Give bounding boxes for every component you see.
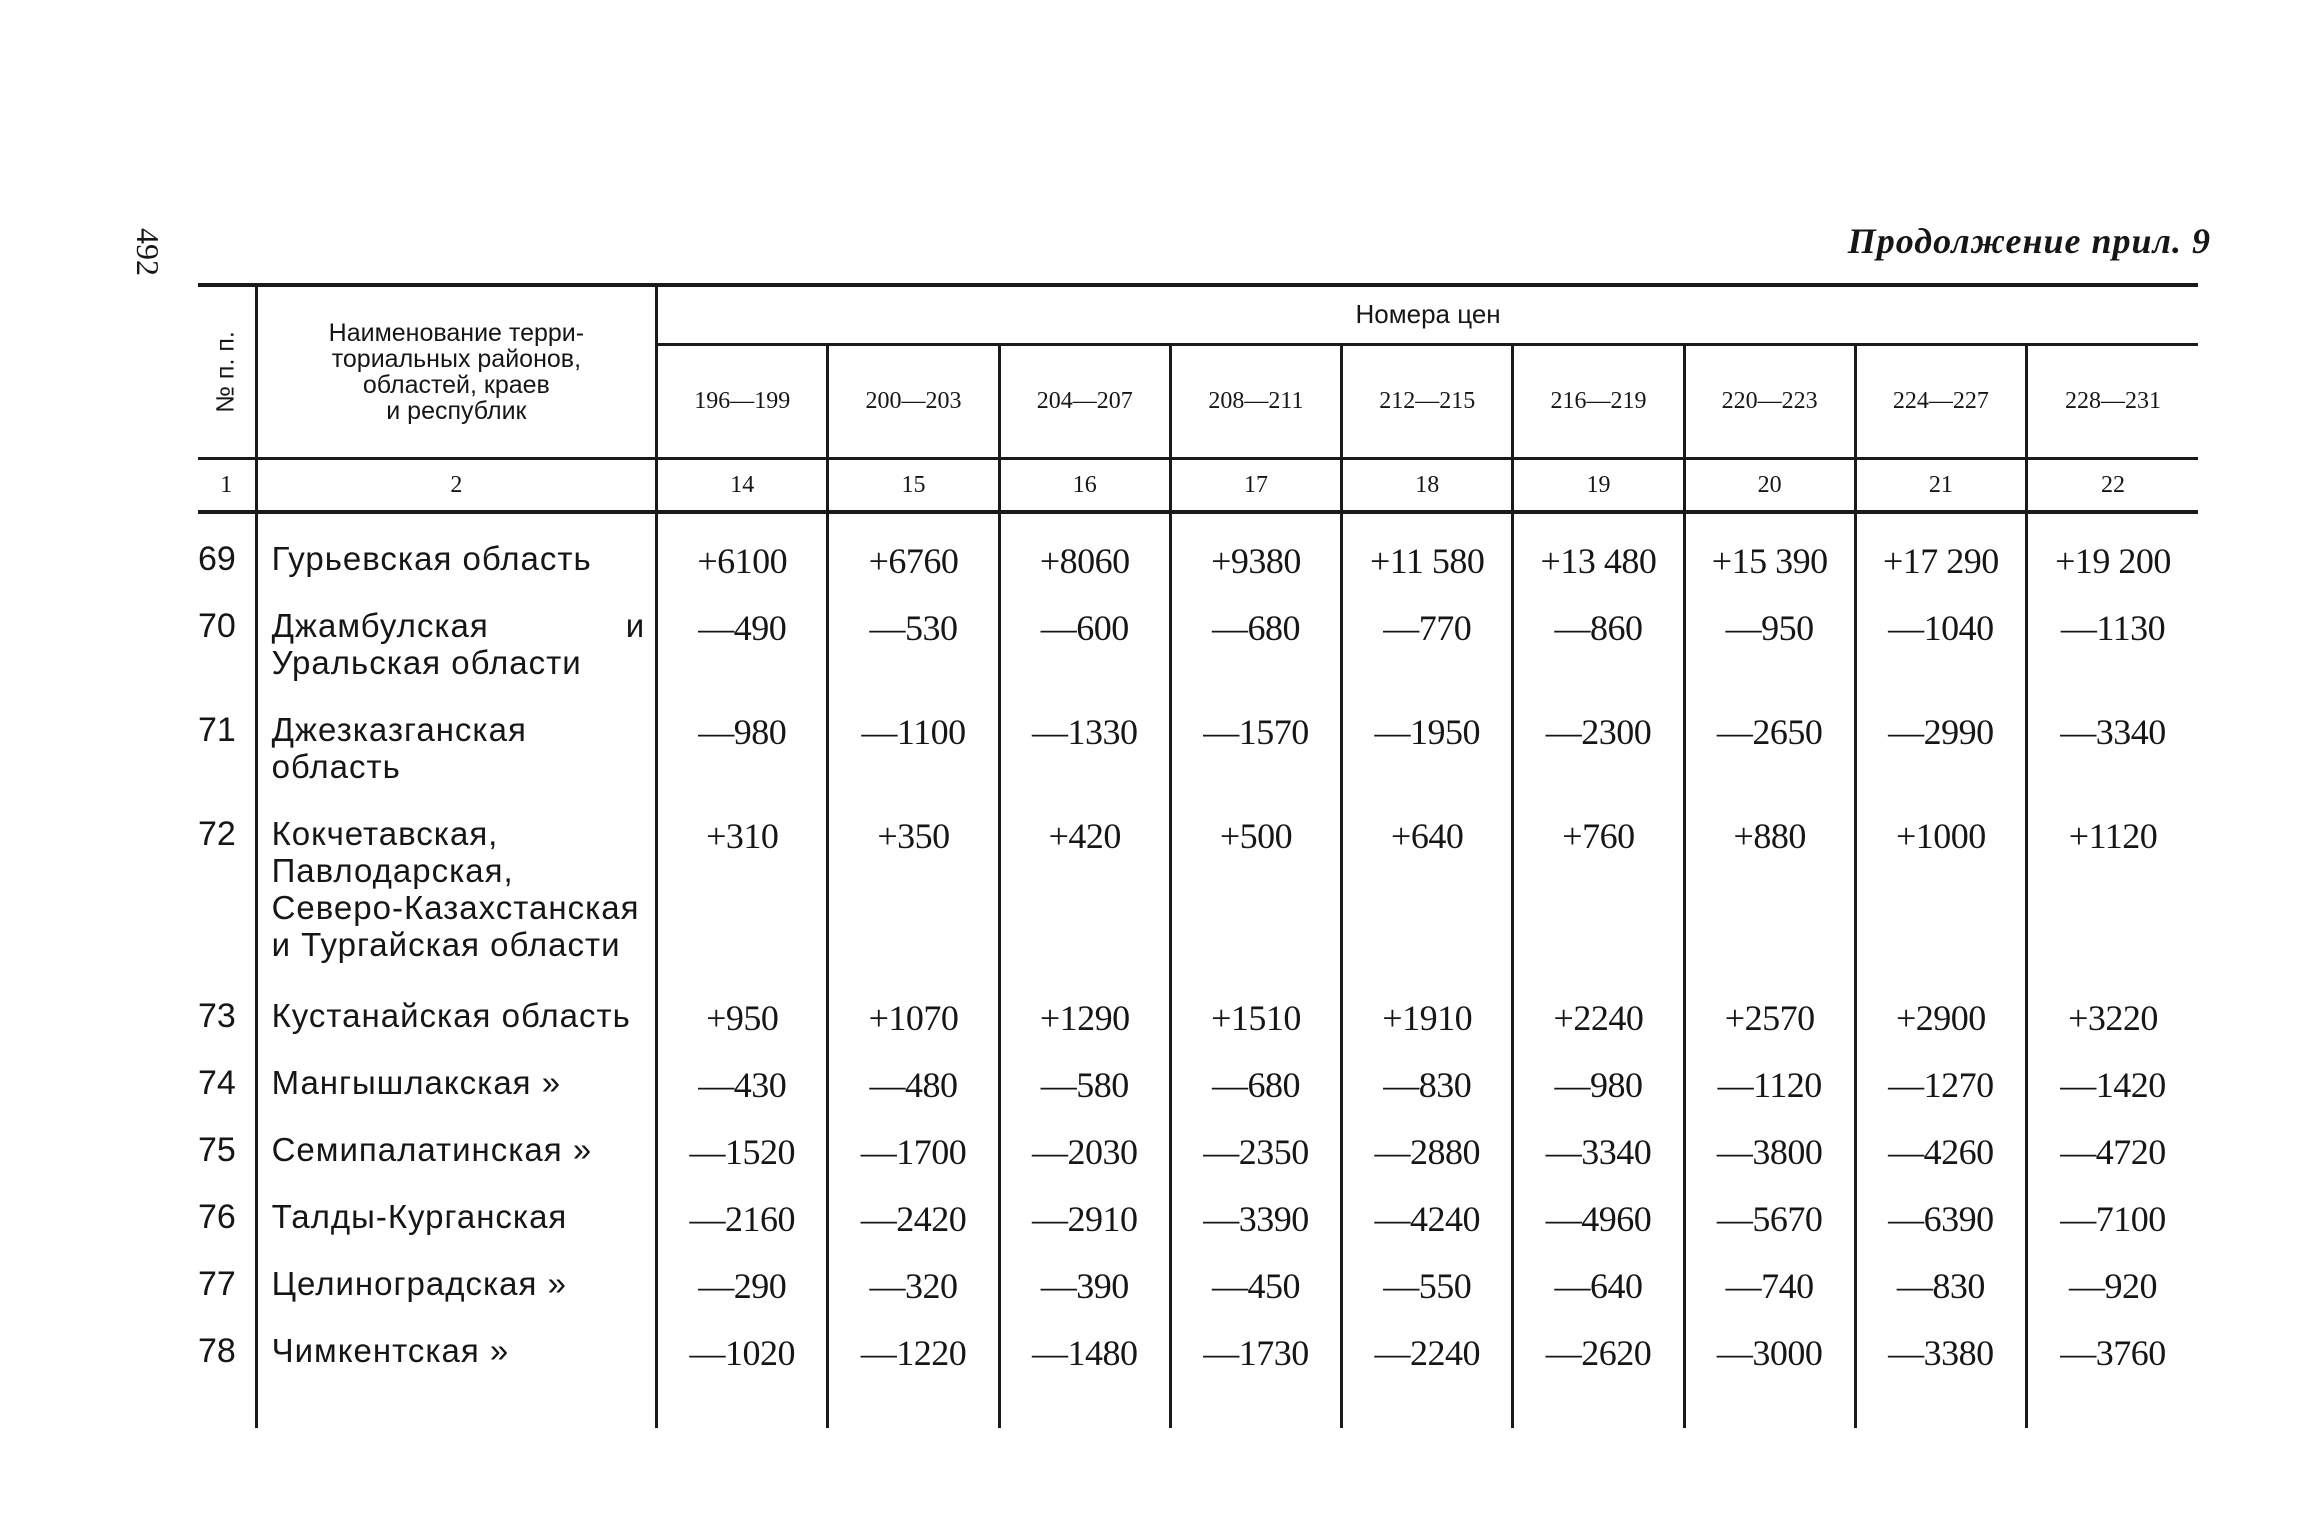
price-value: —290 [657, 1245, 828, 1312]
header-name-line: областей, краев [362, 371, 550, 399]
price-value: —2240 [1342, 1312, 1513, 1428]
price-value: —1420 [2060, 1065, 2166, 1105]
price-value: —1120 [1684, 1044, 1855, 1111]
header-group: Номера цен [657, 285, 2198, 344]
price-value: —2910 [999, 1178, 1170, 1245]
column-index: 21 [1855, 459, 2026, 513]
header-range: 200—203 [828, 344, 999, 458]
header-name-line: и республик [386, 397, 527, 425]
price-value: —3340 [2060, 712, 2166, 752]
price-value: —3000 [1684, 1312, 1855, 1428]
price-value: +15 390 [1684, 512, 1855, 587]
row-number: 73 [198, 997, 236, 1035]
column-index: 2 [256, 459, 657, 513]
price-value: —1220 [828, 1312, 999, 1428]
price-value: +8060 [999, 512, 1170, 587]
price-value: +2570 [1684, 977, 1855, 1044]
header-range: 224—227 [1855, 344, 2026, 458]
price-value: +640 [1342, 795, 1513, 977]
price-value: +350 [828, 795, 999, 977]
header-range: 212—215 [1342, 344, 1513, 458]
price-value: —980 [657, 691, 828, 795]
column-index: 1 [198, 459, 256, 513]
table-row [198, 977, 2198, 1044]
price-value: —2880 [1342, 1111, 1513, 1178]
price-value: +1290 [999, 977, 1170, 1044]
price-value: —770 [1342, 587, 1513, 691]
price-value: +3220 [2068, 998, 2158, 1038]
price-value: —450 [1170, 1245, 1341, 1312]
price-value: —740 [1684, 1245, 1855, 1312]
price-value: —640 [1513, 1245, 1684, 1312]
price-value: —860 [1513, 587, 1684, 691]
price-value: —1730 [1170, 1312, 1341, 1428]
region-name: Талды-Курганская [256, 1178, 657, 1245]
continuation-caption: Продолжение прил. 9 [1847, 221, 2211, 261]
price-value: —1040 [1855, 587, 2026, 691]
price-value: —1130 [2060, 608, 2166, 648]
column-index: 18 [1342, 459, 1513, 513]
header-range: 220—223 [1684, 344, 1855, 458]
price-value: +760 [1513, 795, 1684, 977]
price-value: +500 [1170, 795, 1341, 977]
table-row [198, 1312, 2198, 1428]
price-value: —3380 [1855, 1312, 2026, 1428]
header-num [198, 285, 256, 459]
region-name: Джезказганская область [256, 691, 657, 795]
price-value: —3390 [1170, 1178, 1341, 1245]
price-value: +11 580 [1342, 512, 1513, 587]
header-range: 204—207 [999, 344, 1170, 458]
price-value: —2420 [828, 1178, 999, 1245]
price-adjustment-table [198, 283, 2198, 1428]
region-name: Гурьевская область [256, 512, 657, 587]
price-value: —4960 [1513, 1178, 1684, 1245]
region-name: Джамбулская и Уральская области [256, 587, 657, 691]
price-value: —680 [1170, 1044, 1341, 1111]
price-value: +1070 [828, 977, 999, 1044]
price-value: —3760 [2060, 1333, 2166, 1373]
column-index: 16 [999, 459, 1170, 513]
price-value: —2620 [1513, 1312, 1684, 1428]
price-value: +9380 [1170, 512, 1341, 587]
price-value: +17 290 [1855, 512, 2026, 587]
row-number: 77 [198, 1265, 236, 1303]
price-value: —920 [2069, 1266, 2158, 1306]
price-value: +1000 [1855, 795, 2026, 977]
price-value: +420 [999, 795, 1170, 977]
price-value: —320 [828, 1245, 999, 1312]
region-name: Чимкентская » [256, 1312, 657, 1428]
price-value: —3340 [1513, 1111, 1684, 1178]
column-index: 14 [657, 459, 828, 513]
header-range: 228—231 [2065, 387, 2162, 414]
price-value: +880 [1684, 795, 1855, 977]
table-row [198, 1044, 2198, 1111]
price-value: —1270 [1855, 1044, 2026, 1111]
price-value: —1020 [657, 1312, 828, 1428]
region-name: Мангышлакская » [256, 1044, 657, 1111]
price-value: —490 [657, 587, 828, 691]
column-index: 19 [1513, 459, 1684, 513]
header-name-line: Наименование терри- [328, 319, 585, 347]
price-value: —4240 [1342, 1178, 1513, 1245]
price-value: —830 [1855, 1245, 2026, 1312]
price-value: +6100 [657, 512, 828, 587]
price-value: —600 [999, 587, 1170, 691]
price-value: —390 [999, 1245, 1170, 1312]
column-index: 17 [1170, 459, 1341, 513]
price-value: —1700 [828, 1111, 999, 1178]
row-number: 76 [198, 1198, 236, 1236]
row-number: 78 [198, 1332, 236, 1370]
price-value: —680 [1170, 587, 1341, 691]
price-value: —2300 [1513, 691, 1684, 795]
price-value: —2160 [657, 1178, 828, 1245]
price-value: —2990 [1855, 691, 2026, 795]
row-number: 72 [198, 815, 236, 853]
price-value: —3800 [1684, 1111, 1855, 1178]
price-value: —1480 [999, 1312, 1170, 1428]
price-value: —830 [1342, 1044, 1513, 1111]
price-value: —4260 [1855, 1111, 2026, 1178]
table-row [198, 691, 2198, 795]
price-value: —2650 [1684, 691, 1855, 795]
price-value: —550 [1342, 1245, 1513, 1312]
price-value: —1330 [999, 691, 1170, 795]
data-table [198, 283, 2198, 1428]
row-number: 69 [198, 540, 236, 578]
header-num-label: № п. п. [211, 331, 240, 413]
price-value: +6760 [828, 512, 999, 587]
price-value: +1120 [2068, 816, 2158, 856]
price-value: —2350 [1170, 1111, 1341, 1178]
price-value: —2030 [999, 1111, 1170, 1178]
table-row [198, 587, 2198, 691]
header-range: 208—211 [1170, 344, 1341, 458]
price-value: —7100 [2060, 1199, 2166, 1239]
row-number: 75 [198, 1131, 236, 1169]
row-number: 70 [198, 607, 236, 645]
table-row [198, 1245, 2198, 1312]
price-value: —530 [828, 587, 999, 691]
price-value: —430 [657, 1044, 828, 1111]
price-value: —6390 [1855, 1178, 2026, 1245]
price-value: —1100 [828, 691, 999, 795]
column-index: 20 [1684, 459, 1855, 513]
price-value: +2240 [1513, 977, 1684, 1044]
page-number: 492 [130, 228, 166, 276]
region-name: Кустанайская область [256, 977, 657, 1044]
price-value: +2900 [1855, 977, 2026, 1044]
table-row [198, 1178, 2198, 1245]
price-value: —580 [999, 1044, 1170, 1111]
region-name: Целиноградская » [256, 1245, 657, 1312]
price-value: —5670 [1684, 1178, 1855, 1245]
column-index: 22 [2027, 459, 2198, 513]
price-value: —1520 [657, 1111, 828, 1178]
header-name-line: ториальных районов, [331, 345, 582, 373]
row-number: 74 [198, 1064, 236, 1102]
row-number: 71 [198, 711, 236, 749]
price-value: +1510 [1170, 977, 1341, 1044]
table-row [198, 795, 2198, 977]
column-index: 15 [828, 459, 999, 513]
table-row [198, 512, 2198, 587]
region-name: Семипалатинская » [256, 1111, 657, 1178]
price-value: —950 [1684, 587, 1855, 691]
region-name: Кокчетавская, Павлодарская, Северо-Казахстанская и Тургайская области [256, 795, 657, 977]
price-value: +13 480 [1513, 512, 1684, 587]
table-row [198, 1111, 2198, 1178]
price-value: +310 [657, 795, 828, 977]
price-value: —4720 [2060, 1132, 2166, 1172]
price-value: —980 [1513, 1044, 1684, 1111]
header-name [256, 285, 657, 459]
table-body [198, 512, 2198, 1428]
header-range: 196—199 [657, 344, 828, 458]
price-value: +950 [657, 977, 828, 1044]
price-value: +1910 [1342, 977, 1513, 1044]
price-value: —1950 [1342, 691, 1513, 795]
price-value: —1570 [1170, 691, 1341, 795]
price-value: +19 200 [2055, 541, 2171, 581]
header-range: 216—219 [1513, 344, 1684, 458]
price-value: —480 [828, 1044, 999, 1111]
column-index-row [198, 459, 2198, 513]
